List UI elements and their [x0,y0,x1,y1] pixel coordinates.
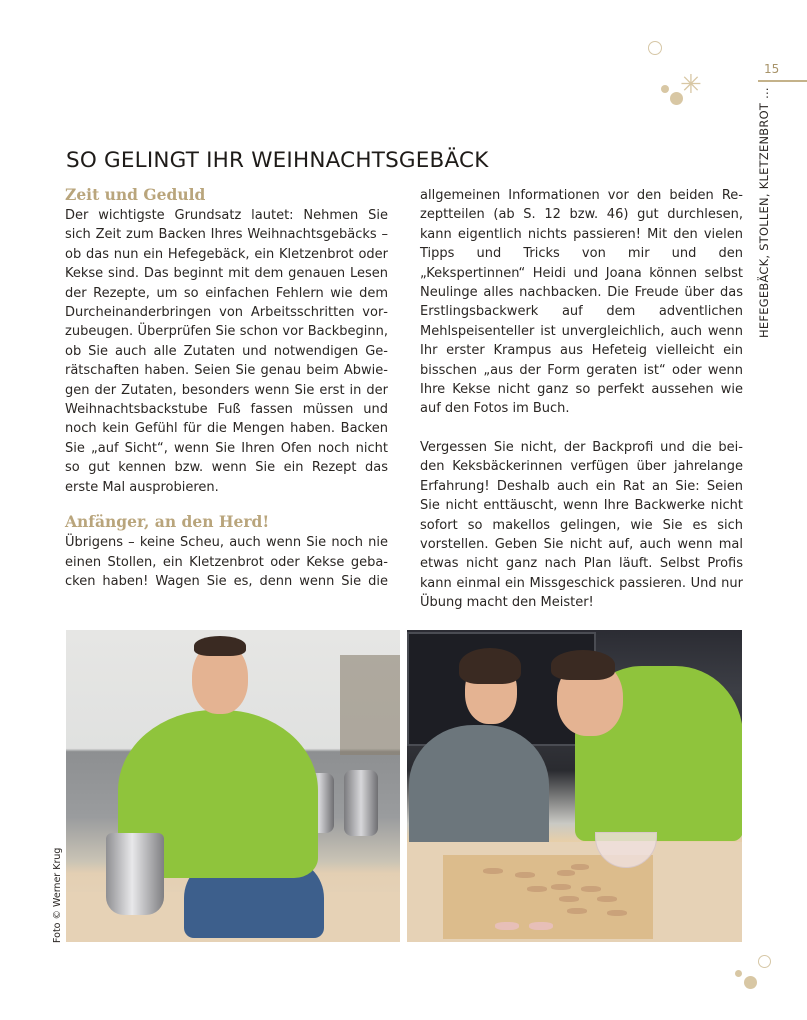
body-paragraph: allgemeinen Informationen vor den beiden Rezeptteilen (ab S. 12 bzw. 46) gut durchlesen, kann eigentlich nichts passieren! Mit den vielen Tipps und Tricks von mir und den „Kekspertinnen“ Heidi und Joana können selbst Neulinge alles nachbacken. Die Freude über das Erstlingsbackwerk auf dem adventlichen Mehlspeisenteller ist unvergleichlich, auch wenn Ihr erster Krampus aus Hefeteig vielleicht ein bisschen „aus der Form geraten ist“ oder wenn Ihre Kekse nicht ganz so perfekt aussehen wie auf den Fotos im Buch. [420,188,743,417]
grey-blouse [409,725,549,855]
photo-baker-sitting [66,630,400,942]
left-column [65,184,388,591]
page-number-rule [758,80,807,82]
hair [194,636,246,656]
cookie [571,864,589,870]
body-paragraph: Vergessen Sie nicht, der Backprofi und die beiden Keksbäckerinnen verfügen über jahrelange Erfahrung! Deshalb auch ein Rat an Sie: Seien Sie nicht enttäuscht, wenn Ihre Backwerke nicht sofort so makellos gelingen, wie Sie es sich vorstellen. Geben Sie nicht auf, auch wenn mal etwas nicht ganz nach Plan läuft. Selbst Profis kann einmal ein Missgeschick passieren. Und nur Übung macht den Meister! [420,439,743,611]
star-icon: ✳ [680,70,702,100]
cookie [483,868,503,874]
stand-mixer [344,770,378,836]
steel-pot [106,833,164,915]
cookie [567,908,587,914]
photo-baking-together [407,630,742,942]
page-number: 15 [764,62,780,76]
cookie [515,872,535,878]
top-decoration [640,38,710,108]
cookie [559,896,579,902]
section-heading: Anfänger, an den Herd! [65,512,270,532]
ring-icon [758,955,771,968]
dot-icon [661,85,669,93]
photo-credit: Foto © Werner Krug [52,847,63,943]
page-title: SO GELINGT IHR WEIHNACHTSGEBÄCK [66,148,489,173]
cookie [557,870,575,876]
running-head: HEFEGEBÄCK, STOLLEN, KLETZENBROT ... [757,87,771,338]
cookie [529,922,553,930]
cookie [581,886,601,892]
ring-icon [648,41,662,55]
hair [551,650,615,680]
body-paragraph: Übrigens – keine Scheu, auch wenn Sie noch nie einen Stollen, ein Kletzenbrot oder Kekse gebacken haben! Wagen Sie es, denn wenn Sie die [65,535,388,589]
cookie [607,910,627,916]
dot-icon [735,970,742,977]
kitchen-shelf [340,655,400,755]
body-paragraph: Der wichtigste Grundsatz lautet: Nehmen Sie sich Zeit zum Backen Ihres Weihnachtsgebäcks – ob das nun ein Hefegebäck, ein Kletzenbrot oder Kekse sind. Das beginnt mit dem genauen Lesen der Rezepte, um so einfachen Fehlern wie dem Durcheinanderbringen von Arbeitsschritten vorzubeugen. Überprüfen Sie schon vor Backbeginn, ob Sie auch alle Zutaten und notwendigen Gerätschaften haben. Seien Sie genau beim Abwiegen der Zutaten, besonders wenn Sie erst in der Weihnachtsbackstube Fuß fassen müssen und noch kein Gefühl für die Mengen haben. Backen Sie „auf Sicht“, wenn Sie Ihren Ofen noch nicht so gut kennen bzw. wenn Sie ein Rezept das erste Mal ausprobieren. [65,208,388,495]
section-heading: Zeit und Geduld [65,185,206,204]
cookie [597,896,617,902]
cookie [527,886,547,892]
right-column [420,186,743,613]
dot-icon [744,976,757,989]
bottom-decoration [728,950,778,1000]
cookie [495,922,519,930]
hair [459,648,521,684]
cookie [551,884,571,890]
